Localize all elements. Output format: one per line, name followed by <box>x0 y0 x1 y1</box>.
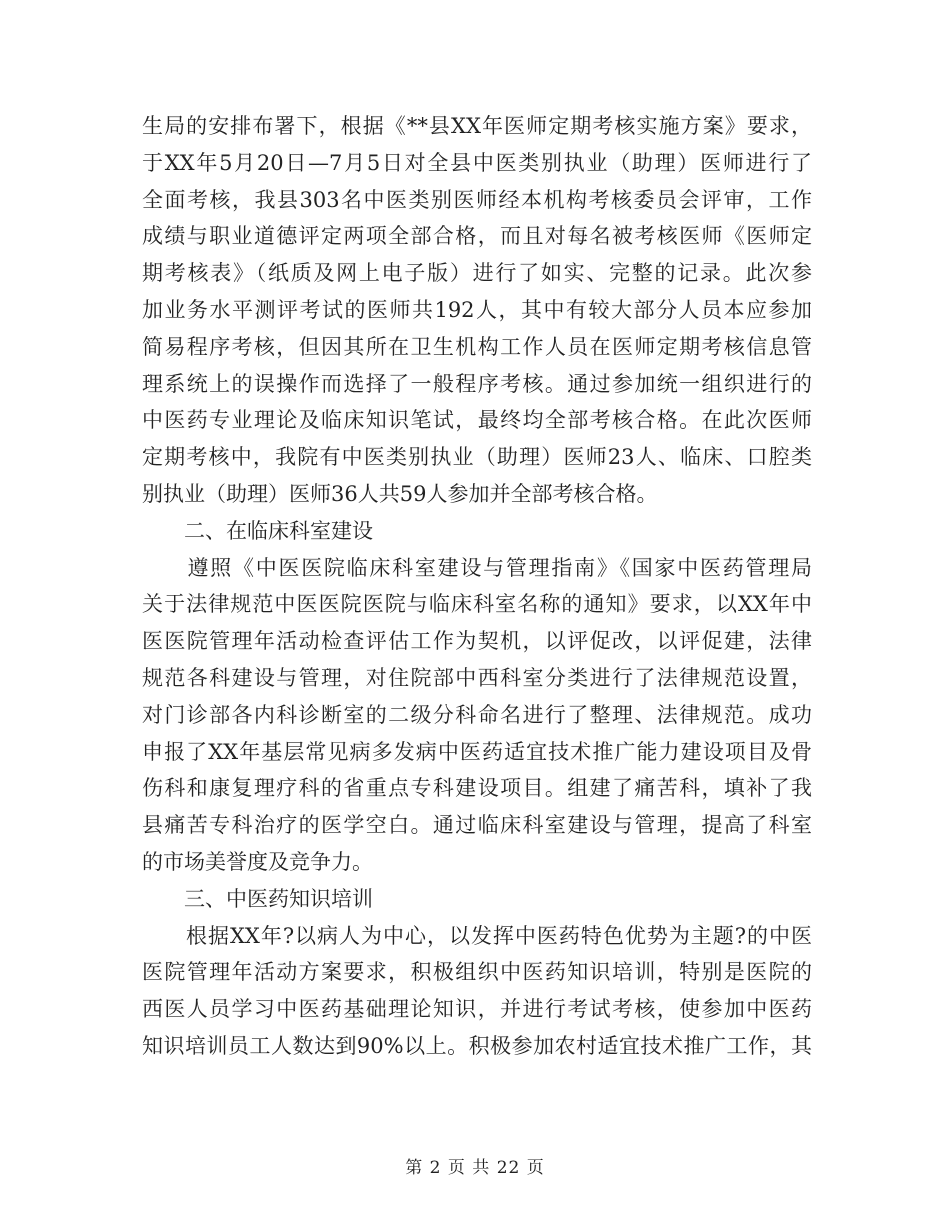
text-line: 成绩与职业道德评定两项全部合格，而且对每名被考核医师《医师定 <box>142 224 812 249</box>
text-line: 伤科和康复理疗科的省重点专科建设项目。组建了痛苦科，填补了我 <box>142 776 812 801</box>
text-line: 理系统上的误操作而选择了一般程序考核。通过参加统一组织进行的 <box>142 371 812 396</box>
text-line: 于XX年5月20日—7月5日对全县中医类别执业（助理）医师进行了 <box>142 150 812 175</box>
text-line: 简易程序考核，但因其所在卫生机构工作人员在医师定期考核信息管 <box>142 334 812 359</box>
paragraph <box>142 918 812 1065</box>
text-line: 生局的安排布署下，根据《**县XX年医师定期考核实施方案》要求， <box>142 114 812 138</box>
text-line: 的市场美誉度及竞争力。 <box>142 849 373 874</box>
document-body <box>142 108 812 1065</box>
text-line: 西医人员学习中医药基础理论知识，并进行考试考核，使参加中医药 <box>142 997 812 1022</box>
text-line: 医医院管理年活动检查评估工作为契机，以评促改，以评促建，法律 <box>142 629 812 654</box>
text-line: 知识培训员工人数达到90%以上。积极参加农村适宜技术推广工作，其 <box>142 1033 812 1058</box>
page-footer: 第 2 页 共 22 页 <box>405 1158 545 1178</box>
paragraph <box>142 550 812 881</box>
paragraph <box>142 108 812 513</box>
text-line: 申报了XX年基层常见病多发病中医药适宜技术推广能力建设项目及骨 <box>142 739 812 764</box>
text-line: 医院管理年活动方案要求，积极组织中医药知识培训，特别是医院的 <box>142 960 812 985</box>
text-line: 根据XX年?以病人为中心，以发挥中医药特色优势为主题?的中医 <box>142 923 812 948</box>
text-line: 县痛苦专科治疗的医学空白。通过临床科室建设与管理，提高了科室 <box>142 813 812 838</box>
section-heading <box>142 513 812 550</box>
text-line: 遵照《中医医院临床科室建设与管理指南》《国家中医药管理局 <box>142 555 812 580</box>
text-line: 三、中医药知识培训 <box>184 886 373 911</box>
text-line: 二、在临床科室建设 <box>184 518 373 543</box>
text-line: 对门诊部各内科诊断室的二级分科命名进行了整理、法律规范。成功 <box>142 702 812 727</box>
text-line: 关于法律规范中医医院医院与临床科室名称的通知》要求，以XX年中 <box>142 592 812 617</box>
text-line: 加业务水平测评考试的医师共192人，其中有较大部分人员本应参加 <box>142 297 812 322</box>
section-heading <box>142 881 812 918</box>
text-line: 中医药专业理论及临床知识笔试，最终均全部考核合格。在此次医师 <box>142 408 812 433</box>
text-line: 期考核表》（纸质及网上电子版）进行了如实、完整的记录。此次参 <box>142 261 812 286</box>
text-line: 别执业（助理）医师36人共59人参加并全部考核合格。 <box>142 481 658 506</box>
text-line: 定期考核中，我院有中医类别执业（助理）医师23人、临床、口腔类 <box>142 445 812 470</box>
text-line: 规范各科建设与管理，对住院部中西科室分类进行了法律规范设置， <box>142 665 812 690</box>
text-line: 全面考核，我县303名中医类别医师经本机构考核委员会评审，工作 <box>142 187 812 212</box>
